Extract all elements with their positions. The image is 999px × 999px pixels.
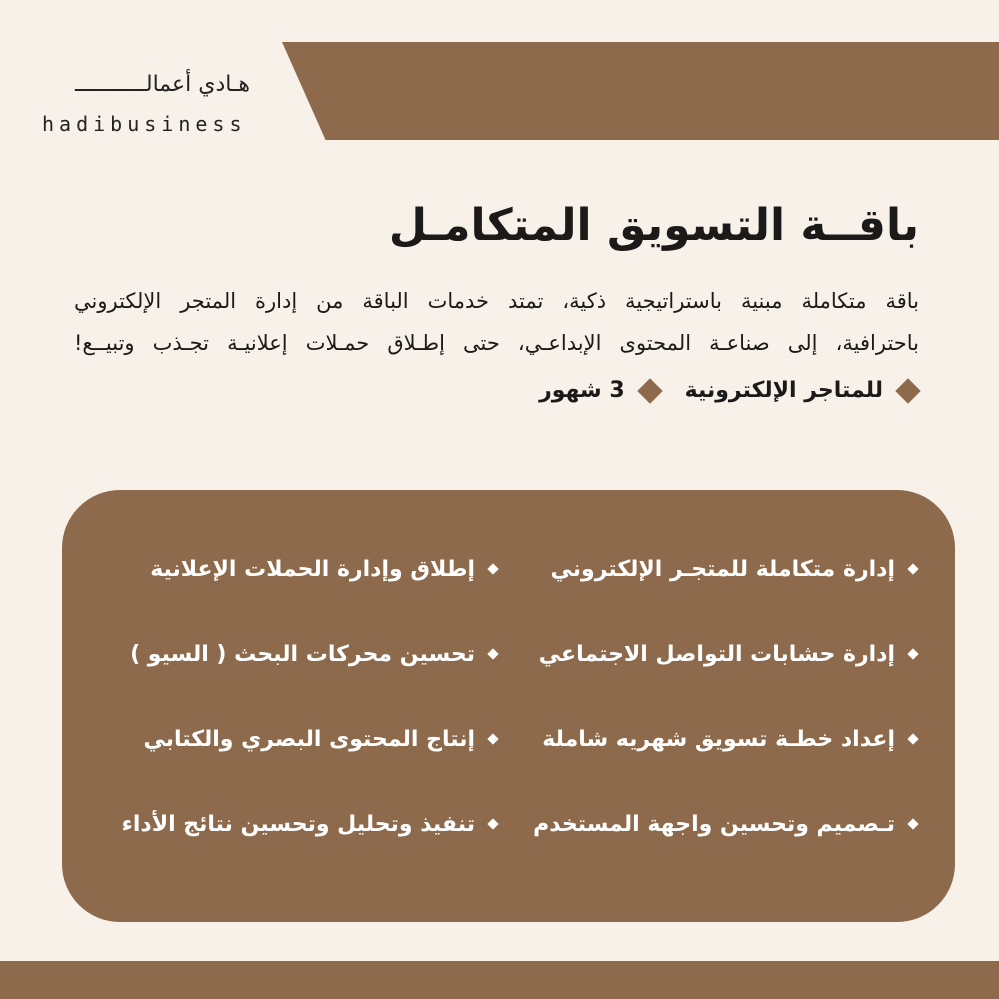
feature-label: إطلاق وإدارة الحملات الإعلانية bbox=[150, 556, 475, 582]
feature-item bbox=[497, 803, 917, 845]
brand-latin-name: hadibusiness bbox=[42, 112, 247, 136]
feature-item bbox=[497, 718, 917, 760]
package-description bbox=[74, 280, 919, 364]
tag-target-label: للمتاجر الإلكترونية bbox=[684, 378, 883, 403]
feature-label: إدارة متكاملة للمتجـر الإلكتروني bbox=[550, 556, 895, 582]
feature-item bbox=[97, 633, 497, 675]
tag-target bbox=[685, 378, 921, 403]
bullet-icon bbox=[907, 818, 918, 829]
tag-duration bbox=[539, 378, 663, 403]
feature-item bbox=[97, 718, 497, 760]
bullet-icon bbox=[907, 648, 918, 659]
features-list bbox=[97, 548, 917, 845]
bullet-icon bbox=[907, 733, 918, 744]
bullet-icon bbox=[487, 818, 498, 829]
feature-label: إنتاج المحتوى البصري والكتابي bbox=[143, 726, 475, 752]
feature-label: تـصميم وتحسين واجهة المستخدم bbox=[533, 811, 895, 837]
package-tags bbox=[539, 378, 921, 403]
bullet-icon bbox=[487, 563, 498, 574]
feature-item bbox=[497, 548, 917, 590]
feature-label: إعداد خطـة تسويق شهريه شاملة bbox=[542, 726, 895, 752]
feature-label: إدارة حشابات التواصل الاجتماعي bbox=[538, 641, 895, 667]
feature-label: تنفيذ وتحليل وتحسين نتائج الأداء bbox=[121, 811, 475, 837]
bullet-icon bbox=[487, 733, 498, 744]
diamond-icon bbox=[637, 378, 662, 403]
brand-logo-arabic bbox=[40, 65, 250, 97]
page-title: باقــة التسويق المتكامـل bbox=[388, 200, 919, 251]
diamond-icon bbox=[895, 378, 920, 403]
feature-label: تحسين محركات البحث ( السيو ) bbox=[130, 641, 475, 667]
feature-item bbox=[97, 803, 497, 845]
bullet-icon bbox=[907, 563, 918, 574]
bottom-brown-band bbox=[0, 961, 999, 999]
feature-item bbox=[97, 548, 497, 590]
bullet-icon bbox=[487, 648, 498, 659]
tag-duration-label: 3 شهور bbox=[539, 378, 625, 403]
description-line-1: باقة متكاملة مبنية باستراتيجية ذكية، تمتد خدمات الباقة من إدارة المتجر الإلكتروني bbox=[74, 289, 919, 313]
feature-item bbox=[497, 633, 917, 675]
brand-arabic-name: هـادي أعمالـــــــــــ bbox=[74, 72, 250, 97]
description-line-2: باحترافية، إلى صناعـة المحتوى الإبداعـي، حتى إطـلاق حمـلات إعلانيـة تجـذب وتبيــع! bbox=[74, 331, 919, 355]
